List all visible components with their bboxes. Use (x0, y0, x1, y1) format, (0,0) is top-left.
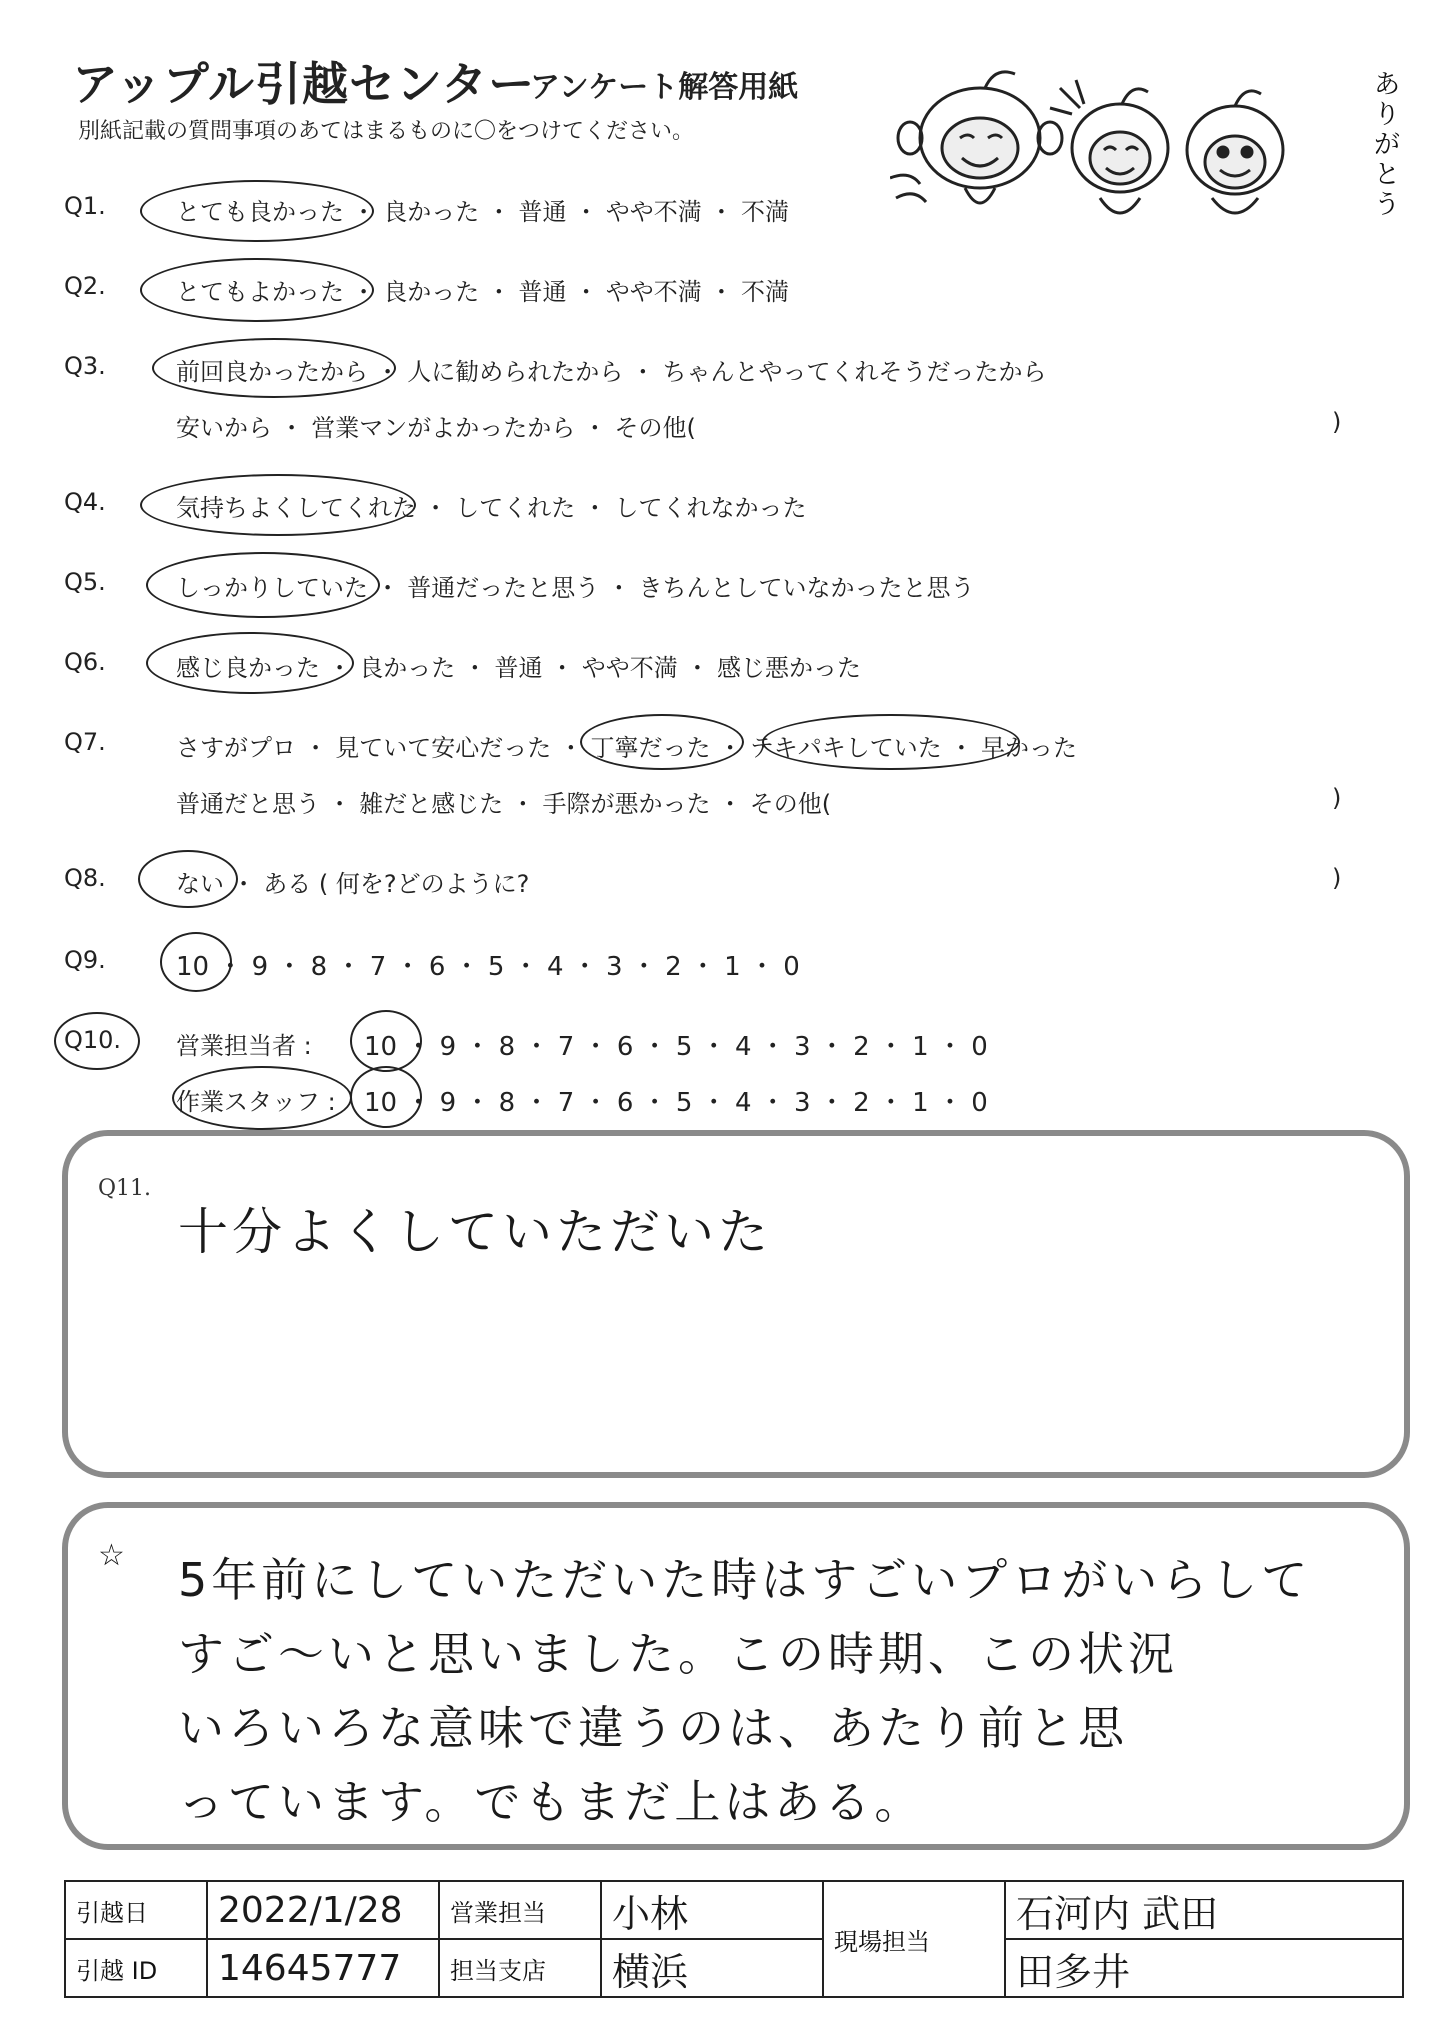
move-id-value: 14645777 (207, 1939, 439, 1997)
instruction-text: 別紙記載の質問事項のあてはまるものに〇をつけてください。 (78, 119, 695, 144)
q8-other-close: ) (1332, 864, 1342, 892)
q2-label: Q2. (64, 272, 106, 300)
q2-options: とてもよかった ・ 良かった ・ 普通 ・ やや不満 ・ 不満 (176, 278, 790, 306)
answer-circle-q6 (146, 632, 354, 694)
star-icon: ☆ (98, 1538, 125, 1573)
answer-circle-q10-staff-label (172, 1066, 352, 1130)
q7-options-line1: さすがプロ ・ 見ていて安心だった ・ 丁寧だった ・ テキパキしていた ・ 早かった (176, 734, 1078, 762)
comment-line-1: 5年前にしていただいた時はすごいプロがいらして (178, 1553, 1312, 1607)
comment-line-3: いろいろな意味で違うのは、あたり前と思 (178, 1701, 1128, 1755)
answer-circle-q7b (762, 714, 1020, 770)
q10-label: Q10. (64, 1026, 122, 1054)
comment-line-4: っています。でもまだ上はある。 (178, 1775, 925, 1829)
q1-options: とても良かった ・ 良かった ・ 普通 ・ やや不満 ・ 不満 (176, 198, 790, 226)
answer-circle-q10-sales (350, 1010, 422, 1072)
site-staff-label: 現場担当 (823, 1881, 1005, 1997)
q4-options: 気持ちよくしてくれた ・ してくれた ・ してくれなかった (176, 494, 807, 522)
q4-label: Q4. (64, 488, 106, 516)
q11-handwritten-answer: 十分よくしていただいた (178, 1203, 772, 1261)
q10-staff-scale: 10 ・ 9 ・ 8 ・ 7 ・ 6 ・ 5 ・ 4 ・ 3 ・ 2 ・ 1 ・ 0 (364, 1088, 988, 1118)
answer-circle-q4 (140, 474, 416, 536)
q3-options-line1: 前回良かったから ・ 人に勧められたから ・ ちゃんとやってくれそうだったから (176, 358, 1047, 386)
site-staff-value: 石河内 武田 (1005, 1881, 1403, 1939)
branch-value: 横浜 (601, 1939, 823, 1997)
answer-circle-q8 (138, 850, 238, 908)
sales-rep-label: 営業担当 (439, 1881, 601, 1939)
q10-staff-label: 作業スタッフ : (176, 1088, 336, 1116)
q3-other-close: ) (1332, 408, 1342, 436)
answer-circle-q7a (580, 714, 744, 770)
q3-label: Q3. (64, 352, 106, 380)
answer-circle-q10-staff (350, 1066, 422, 1128)
q7-options-line2: 普通だと思う ・ 雑だと感じた ・ 手際が悪かった ・ その他( (176, 790, 832, 818)
q5-label: Q5. (64, 568, 106, 596)
monkey-mascots-illustration (890, 58, 1310, 238)
q9-label: Q9. (64, 946, 106, 974)
q6-options: 感じ良かった ・ 良かった ・ 普通 ・ やや不満 ・ 感じ悪かった (176, 654, 862, 682)
answer-circle-q1 (140, 180, 374, 242)
mascot-thanks-text: ありがとう (1374, 70, 1401, 220)
q8-label: Q8. (64, 864, 106, 892)
q1-label: Q1. (64, 192, 106, 220)
q9-scale: 10 ・ 9 ・ 8 ・ 7 ・ 6 ・ 5 ・ 4 ・ 3 ・ 2 ・ 1 ・ 0 (176, 952, 800, 982)
company-title: アップル引越センター (72, 57, 536, 111)
q10-sales-scale: 10 ・ 9 ・ 8 ・ 7 ・ 6 ・ 5 ・ 4 ・ 3 ・ 2 ・ 1 ・ 0 (364, 1032, 988, 1062)
q7-other-close: ) (1332, 784, 1342, 812)
q10-sales-label: 営業担当者 : (176, 1032, 312, 1060)
answer-circle-q9 (160, 932, 232, 992)
q11-answer-box (62, 1130, 1410, 1478)
q6-label: Q6. (64, 648, 106, 676)
q11-label: Q11. (98, 1176, 152, 1201)
sales-rep-value: 小林 (601, 1881, 823, 1939)
q5-options: しっかりしていた ・ 普通だったと思う ・ きちんとしていなかったと思う (176, 574, 975, 602)
answer-circle-q3 (152, 338, 396, 398)
answer-circle-q5 (146, 552, 380, 618)
q8-options: ない ・ ある ( 何を?どのように? (176, 870, 530, 898)
move-id-label: 引越 ID (65, 1939, 207, 1997)
q7-label: Q7. (64, 728, 106, 756)
form-subtitle: アンケート解答用紙 (530, 70, 799, 105)
site-staff-value-2: 田多井 (1005, 1939, 1403, 1997)
branch-label: 担当支店 (439, 1939, 601, 1997)
footer-info-table (64, 1880, 1404, 1998)
comment-line-2: すご〜いと思いました。この時期、この状況 (178, 1627, 1178, 1681)
move-date-label: 引越日 (65, 1881, 207, 1939)
q3-options-line2: 安いから ・ 営業マンがよかったから ・ その他( (176, 414, 696, 442)
comment-box (62, 1502, 1410, 1850)
answer-circle-q10-label (54, 1012, 140, 1070)
answer-circle-q2 (140, 258, 374, 322)
move-date-value: 2022/1/28 (207, 1881, 439, 1939)
